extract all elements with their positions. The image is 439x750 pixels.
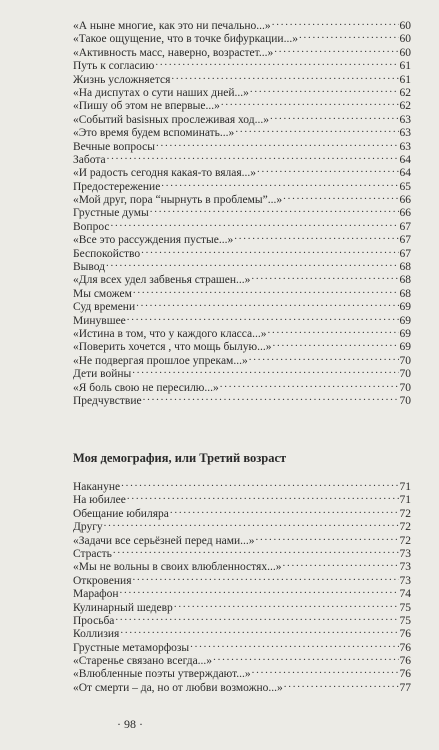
toc-entry-title: «Это время будем вспоминать...» [73, 127, 235, 140]
toc-entries-section-2 [73, 480, 411, 694]
toc-entry-title: «Активность масс, наверно, возрастет...» [73, 46, 274, 59]
dot-leader [127, 314, 399, 324]
toc-entry-page: 73 [399, 561, 411, 574]
dot-leader [174, 601, 399, 611]
toc-entry-page: 75 [399, 601, 411, 614]
section-title: Моя демография, или Третий возраст [73, 451, 287, 465]
toc-entry-title: На юбилее [73, 494, 126, 507]
page-number: · 98 · [117, 717, 143, 731]
toc-entry-title: «От смерти – да, но от любви возможно...» [73, 681, 283, 694]
toc-entry [73, 113, 411, 126]
dot-leader [106, 260, 398, 270]
toc-entry [73, 126, 411, 139]
toc-entry-page: 70 [399, 354, 411, 367]
toc-entry-title: «Я боль свою не пересилю...» [73, 381, 219, 394]
dot-leader [155, 59, 398, 69]
toc-entry-title: Предостережение [73, 180, 161, 193]
dot-leader [171, 73, 398, 83]
dot-leader [220, 381, 399, 391]
toc-entry-title: «Пишу об этом не впервые...» [73, 100, 220, 113]
dot-leader [283, 193, 398, 203]
toc-entry [73, 59, 411, 72]
dot-leader [156, 140, 398, 150]
toc-entry [73, 166, 411, 179]
dot-leader [256, 534, 399, 544]
toc-entry-page: 72 [399, 521, 411, 534]
toc-entry-title: «И радость сегодня какая-то вялая...» [73, 167, 257, 180]
toc-entry-title: Просьба [73, 614, 115, 627]
dot-leader [234, 233, 398, 243]
dot-leader [150, 206, 399, 216]
toc-entry [73, 273, 411, 286]
toc-entry [73, 381, 411, 394]
toc-entry-title: Грустные метаморфозы [73, 641, 190, 654]
toc-entry-page: 64 [399, 153, 411, 166]
dot-leader [190, 641, 398, 651]
toc-entry-page: 60 [399, 33, 411, 46]
toc-entry-title: Жизнь усложняется [73, 73, 171, 86]
toc-entry [73, 520, 411, 533]
toc-entries-section-1 [73, 19, 411, 407]
toc-entry [73, 601, 411, 614]
toc-entry [73, 667, 411, 680]
toc-entry-title: Страсть [73, 547, 112, 560]
toc-entry [73, 287, 411, 300]
dot-leader [132, 574, 398, 584]
dot-leader [120, 587, 399, 597]
toc-entry [73, 153, 411, 166]
dot-leader [257, 166, 398, 176]
dot-leader [136, 300, 398, 310]
dot-leader [235, 126, 398, 136]
toc-entry [73, 86, 411, 99]
dot-leader [113, 547, 399, 557]
toc-entry-title: «Все это рассуждения пустые...» [73, 234, 234, 247]
toc-entry [73, 547, 411, 560]
dot-leader [213, 654, 398, 664]
toc-entry [73, 73, 411, 86]
toc-entry-page: 67 [399, 220, 411, 233]
toc-entry-title: Откровения [73, 574, 132, 587]
toc-entry-page: 69 [399, 314, 411, 327]
toc-entry-page: 65 [399, 180, 411, 193]
toc-entry-title: Марафон [73, 588, 119, 601]
dot-leader [221, 99, 399, 109]
toc-entry-page: 61 [399, 73, 411, 86]
toc-entry-page: 72 [399, 507, 411, 520]
toc-entry-title: Кулинарный шедевр [73, 601, 173, 614]
toc-entry-title: Коллизия [73, 628, 120, 641]
toc-entry [73, 574, 411, 587]
toc-entry [73, 681, 411, 694]
toc-entry [73, 46, 411, 59]
dot-leader [170, 507, 399, 517]
toc-entry-page: 68 [399, 274, 411, 287]
dot-leader [161, 180, 398, 190]
toc-entry-page: 60 [399, 20, 411, 32]
dot-leader [272, 19, 399, 29]
dot-leader [250, 86, 399, 96]
toc-entry-page: 68 [399, 261, 411, 274]
toc-entry [73, 641, 411, 654]
toc-entry-page: 77 [399, 681, 411, 694]
toc-entry-title: Грустные думы [73, 207, 149, 220]
toc-entry [73, 560, 411, 573]
toc-entry [73, 534, 411, 547]
toc-entry [73, 247, 411, 260]
toc-entry [73, 206, 411, 219]
toc-entry-title: «Событий basisных прослеживая ход...» [73, 113, 269, 126]
dot-leader [141, 247, 398, 257]
toc-entry [73, 480, 411, 493]
toc-entry-page: 68 [399, 287, 411, 300]
toc-entry [73, 627, 411, 640]
toc-entry [73, 507, 411, 520]
toc-entry-page: 69 [399, 341, 411, 354]
toc-entry-title: Предчувствие [73, 394, 142, 407]
toc-entry-title: «Мой друг, пора “нырнуть в проблемы”...» [73, 194, 283, 207]
toc-entry-page: 62 [399, 100, 411, 113]
dot-leader [274, 46, 398, 56]
toc-entry-title: Суд времени [73, 301, 136, 314]
toc-entry-page: 63 [399, 113, 411, 126]
toc-entry-title: «Старенье связано всегда...» [73, 655, 213, 668]
toc-entry-page: 62 [399, 86, 411, 99]
toc-entry-title: Дети войны [73, 368, 132, 381]
toc-entry [73, 367, 411, 380]
toc-entry [73, 587, 411, 600]
dot-leader [115, 614, 398, 624]
dot-leader [120, 627, 398, 637]
toc-entry-title: «Задачи все серьёзней перед нами...» [73, 534, 255, 547]
toc-entry-page: 71 [399, 494, 411, 507]
toc-entry-page: 74 [399, 588, 411, 601]
dot-leader [299, 32, 399, 42]
toc-entry [73, 180, 411, 193]
dot-leader [252, 667, 399, 677]
toc-entry [73, 19, 411, 32]
toc-entry-page: 61 [399, 60, 411, 73]
toc-entry [73, 493, 411, 506]
toc-entry [73, 614, 411, 627]
toc-entry [73, 340, 411, 353]
toc-entry-page: 69 [399, 301, 411, 314]
toc-entry-title: Обещание юбиляра [73, 507, 169, 520]
toc-entry-title: Вечные вопросы [73, 140, 156, 153]
toc-entry-title: Вопрос [73, 220, 110, 233]
dot-leader [251, 273, 398, 283]
toc-entry-title: Вывод [73, 261, 106, 274]
toc-entry-page: 63 [399, 140, 411, 153]
toc-entry-title: Беспокойство [73, 247, 141, 260]
toc-entry [73, 32, 411, 45]
dot-leader [132, 367, 398, 377]
toc-entry-page: 67 [399, 247, 411, 260]
toc-entry [73, 220, 411, 233]
dot-leader [107, 153, 399, 163]
toc-entry-title: Забота [73, 153, 106, 166]
toc-entry-title: «Мы не вольны в своих влюбленностях...» [73, 561, 282, 574]
toc-entry-page: 64 [399, 167, 411, 180]
dot-leader [249, 354, 399, 364]
toc-entry-title: «Истина в том, что у каждого класса...» [73, 327, 267, 340]
toc-entry-page: 76 [399, 655, 411, 668]
toc-entry-page: 73 [399, 574, 411, 587]
dot-leader [104, 520, 399, 530]
toc-entry [73, 654, 411, 667]
toc-entry-title: «Влюбленные поэты утверждают...» [73, 668, 251, 681]
dot-leader [284, 681, 399, 691]
toc-entry-page: 60 [399, 46, 411, 59]
toc-entry-page: 75 [399, 614, 411, 627]
toc-entry [73, 260, 411, 273]
toc-entry-page: 76 [399, 668, 411, 681]
toc-entry-page: 70 [399, 381, 411, 394]
toc-entry-page: 67 [399, 234, 411, 247]
toc-entry [73, 394, 411, 407]
dot-leader [133, 287, 399, 297]
toc-entry [73, 99, 411, 112]
toc-entry-title: Путь к согласию [73, 60, 155, 73]
toc-entry [73, 193, 411, 206]
toc-entry-page: 76 [399, 628, 411, 641]
toc-entry-title: «Не подвергая прошлое упрекам...» [73, 354, 248, 367]
toc-entry-page: 66 [399, 207, 411, 220]
dot-leader [143, 394, 399, 404]
dot-leader [268, 327, 399, 337]
toc-entry [73, 140, 411, 153]
toc-entry-page: 70 [399, 368, 411, 381]
toc-entry-title: «Поверить хочется , что мощь былую...» [73, 341, 272, 354]
toc-entry-title: Другу [73, 521, 103, 534]
toc-entry-page: 70 [399, 394, 411, 407]
dot-leader [127, 493, 399, 503]
toc-entry [73, 300, 411, 313]
toc-entry-title: Минувшее [73, 314, 126, 327]
toc-entry-title: «Для всех удел забвенья страшен...» [73, 274, 251, 287]
toc-entry-page: 69 [399, 327, 411, 340]
toc-entry-title: «Такое ощущение, что в точке бифуркации...» [73, 33, 298, 46]
toc-entry-title: Накануне [73, 481, 121, 493]
dot-leader [282, 560, 398, 570]
dot-leader [121, 480, 398, 490]
dot-leader [272, 340, 398, 350]
toc-entry-page: 63 [399, 127, 411, 140]
toc-entry [73, 233, 411, 246]
toc-entry-title: Мы сможем [73, 287, 132, 300]
toc-entry-page: 66 [399, 194, 411, 207]
toc-entry-title: «А ныне многие, как это ни печально...» [73, 20, 271, 32]
toc-entry [73, 354, 411, 367]
dot-leader [270, 113, 399, 123]
toc-entry-title: «На диспутах о сути наших дней...» [73, 86, 249, 99]
toc-entry-page: 73 [399, 547, 411, 560]
toc-entry [73, 327, 411, 340]
toc-entry-page: 76 [399, 641, 411, 654]
toc-entry-page: 71 [399, 481, 411, 493]
toc-entry-page: 72 [399, 534, 411, 547]
toc-entry [73, 314, 411, 327]
dot-leader [110, 220, 398, 230]
